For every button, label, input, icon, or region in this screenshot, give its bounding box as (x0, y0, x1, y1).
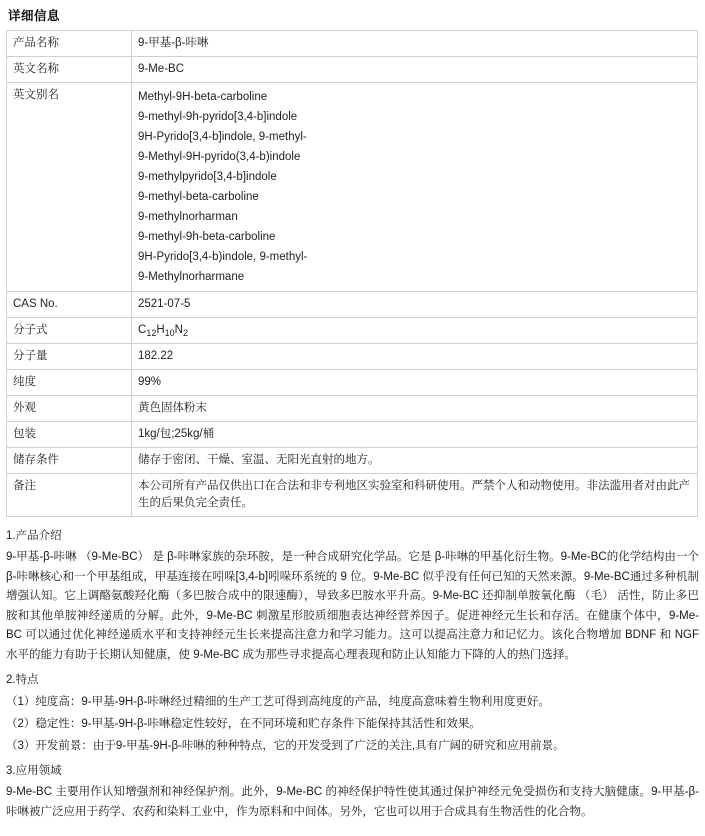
table-row (7, 370, 698, 396)
intro-paragraph: 9-甲基-β-咔啉 （9-Me-BC） 是 β-咔啉家族的杂环胺，是一种合成研究化学品。它是 β-咔啉的甲基化衍生物。9-Me-BC的化学结构由一个β-咔啉核心和一个甲基组成，甲基连接在吲哚[3,4-b]吲哚环系统的 9 位。9-Me-BC 似乎没有任何已知的天然来源。9-Me-BC通过多种机制增强认知。它上调酪氨酸羟化酶（多巴胺合成中的限速酶），导致多巴胺水平升高。9-Me-BC 还抑制单胺氧化酶 （毛） 活性，防止多巴胺和其他单胺神经递质的分解。此外，9-Me-BC 刺激星形胶质细胞表达神经营养因子。促进神经元生长和存活。在健康个体中，9-Me-BC 可以通过优化神经递质水平和支持神经元生长来提高注意力和学习能力。这可以提高注意力和记忆力。该化合物增加 BDNF 和 NGF 水平的能力有助于长期认知健康，使 9-Me-BC 成为那些寻求提高心理表现和防止认知能力下降的人的热门选择。 (6, 551, 699, 661)
alias-item: 9-methyl-9h-beta-carboline (138, 231, 276, 243)
row-value: 182.22 (132, 344, 698, 370)
table-row (7, 83, 698, 292)
row-label: 包装 (7, 422, 132, 448)
table-row (7, 344, 698, 370)
table-row (7, 474, 698, 517)
section-heading-features: 2.特点 (6, 674, 39, 686)
alias-item: 9-Methylnorharmane (138, 271, 245, 283)
alias-item: 9-methyl-9h-pyrido[3,4-b]indole (138, 111, 298, 123)
feature-item: （2）稳定性：9-甲基-9H-β-咔啉稳定性较好，在不同环境和贮存条件下能保持其活性和效果。 (6, 718, 481, 730)
row-value-formula (132, 318, 698, 344)
row-label: 分子式 (7, 318, 132, 344)
row-label: 外观 (7, 396, 132, 422)
alias-item: 9-Methyl-9H-pyrido(3,4-b)indole (138, 151, 301, 163)
table-row (7, 31, 698, 57)
formula-count: 2 (182, 328, 188, 338)
section-heading-applications: 3.应用领域 (6, 765, 62, 777)
alias-item: 9-methylpyrido[3,4-b]indole (138, 171, 277, 183)
feature-item: （3）开发前景：由于9-甲基-9H-β-咔啉的种种特点，它的开发受到了广泛的关注,具有广阔的研究和应用前景。 (6, 740, 565, 752)
row-value: 9-甲基-β-咔啉 (132, 31, 698, 57)
row-value: 99% (132, 370, 698, 396)
table-row (7, 448, 698, 474)
product-description (6, 527, 699, 822)
row-label: 储存条件 (7, 448, 132, 474)
alias-item: 9H-Pyrido[3,4-b)indole, 9-methyl- (138, 251, 308, 263)
row-label: 英文别名 (7, 83, 132, 292)
applications-paragraph: 9-Me-BC 主要用作认知增强剂和神经保护剂。此外，9-Me-BC 的神经保护特性使其通过保护神经元免受损伤和支持大脑健康。9-甲基-β-咔啉被广泛应用于药学、农药和染料工业中，作为原料和中间体。另外，它也可以用于合成具有生物活性的化合物。 (6, 786, 699, 818)
row-value: 9-Me-BC (132, 57, 698, 83)
row-value: 1kg/包;25kg/桶 (132, 422, 698, 448)
table-row (7, 396, 698, 422)
formula-element: C (138, 324, 147, 336)
row-label: 纯度 (7, 370, 132, 396)
formula-element: H (156, 324, 165, 336)
row-value: 储存于密闭、干燥、室温、无阳光直射的地方。 (132, 448, 698, 474)
row-value-alias-list (132, 83, 698, 292)
formula-element: N (174, 324, 183, 336)
formula-count: 12 (146, 328, 157, 338)
table-row (7, 318, 698, 344)
row-label: 产品名称 (7, 31, 132, 57)
table-row (7, 292, 698, 318)
alias-item: 9H-Pyrido[3,4-b]indole, 9-methyl- (138, 131, 307, 143)
alias-item: Methyl-9H-beta-carboline (138, 91, 268, 103)
row-value: 黄色固体粉末 (132, 396, 698, 422)
table-row (7, 422, 698, 448)
formula-count: 10 (164, 328, 175, 338)
product-detail-table (6, 30, 698, 517)
feature-item: （1）纯度高：9-甲基-9H-β-咔啉经过精细的生产工艺可得到高纯度的产品，纯度高意味着生物利用度更好。 (6, 696, 550, 708)
row-label: 备注 (7, 474, 132, 517)
alias-item: 9-methylnorharman (138, 211, 238, 223)
alias-item: 9-methyl-beta-carboline (138, 191, 259, 203)
table-row (7, 57, 698, 83)
section-heading-intro: 1.产品介绍 (6, 530, 62, 542)
row-value: 2521-07-5 (132, 292, 698, 318)
row-label: 分子量 (7, 344, 132, 370)
row-value: 本公司所有产品仅供出口在合法和非专利地区实验室和科研使用。严禁个人和动物使用。非法滥用者对由此产生的后果负完全责任。 (132, 474, 698, 517)
page-title: 详细信息 (8, 9, 61, 23)
row-label: CAS No. (7, 292, 132, 318)
row-label: 英文名称 (7, 57, 132, 83)
